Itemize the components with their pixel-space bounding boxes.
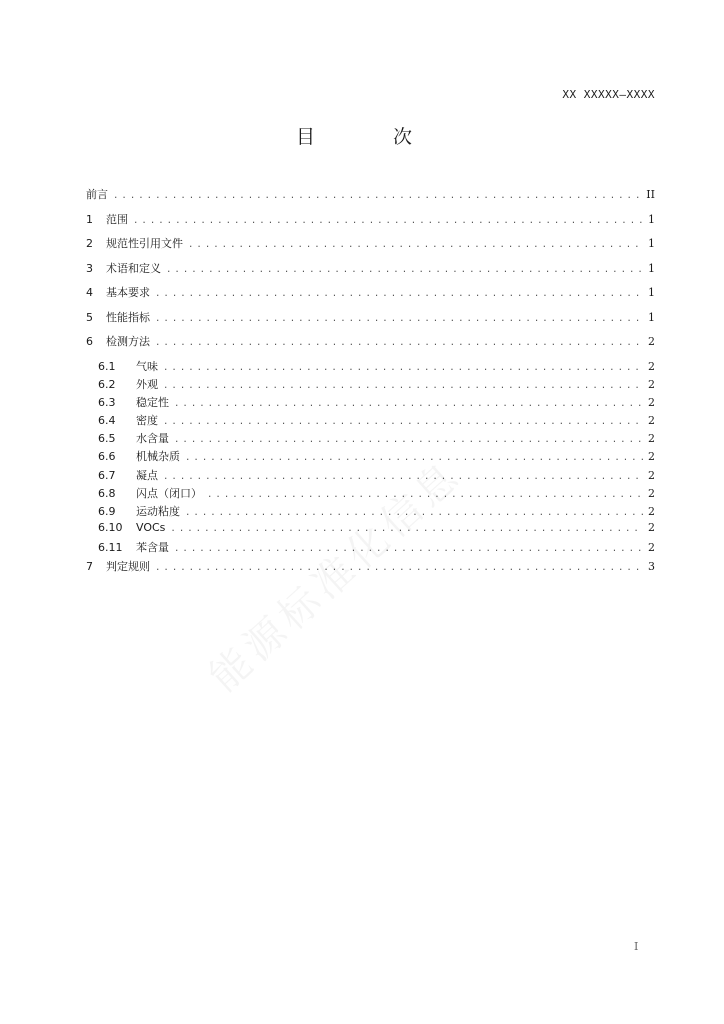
toc-leader-dots <box>174 544 644 554</box>
toc-entry[interactable] <box>86 284 655 309</box>
toc-entry-label: 性能指标 <box>106 310 150 324</box>
toc-leader-dots <box>163 381 644 391</box>
toc-entry[interactable] <box>86 333 655 358</box>
toc-leader-dots <box>113 191 643 201</box>
toc-entry-number: 6.10 <box>98 521 123 535</box>
toc-entry[interactable] <box>86 260 655 285</box>
toc-entry-label: 闪点（闭口） <box>136 486 202 500</box>
toc-leader-dots <box>155 314 644 324</box>
toc-entry-page: 2 <box>648 450 655 464</box>
toc-entry-number: 6.6 <box>98 450 116 464</box>
toc-entry-page: 1 <box>648 212 655 226</box>
toc-entry-page: 2 <box>648 468 655 482</box>
toc-entry-label: 水含量 <box>136 432 169 446</box>
toc-entry-page: 2 <box>648 377 655 391</box>
toc-leader-dots <box>155 338 644 348</box>
toc-entry-label: 检测方法 <box>106 335 150 348</box>
toc-entry-number: 6 <box>86 335 93 348</box>
toc-entry-page: 1 <box>648 310 655 324</box>
toc-entry-label: 苯含量 <box>136 541 169 555</box>
toc-entry-page: 1 <box>648 237 655 250</box>
toc-entry-label: 基本要求 <box>106 286 150 299</box>
toc-entry[interactable] <box>86 376 655 394</box>
toc-entry[interactable] <box>86 211 655 236</box>
toc-entry-label: 前言 <box>86 188 108 201</box>
document-code: XX XXXXX—XXXX <box>562 88 655 101</box>
toc-entry-number: 6.3 <box>98 395 116 409</box>
toc-entry-label: 稳定性 <box>136 395 169 409</box>
toc-entry-number: 7 <box>86 559 93 573</box>
toc-entry[interactable] <box>86 394 655 412</box>
toc-entry-label: 凝点 <box>136 468 158 482</box>
page-number: I <box>634 940 639 953</box>
toc-leader-dots <box>155 563 644 573</box>
toc-leader-dots <box>174 435 644 445</box>
toc-entry-label: 密度 <box>136 414 158 428</box>
toc-entry[interactable] <box>86 430 655 448</box>
toc-entry-label: 运动粘度 <box>136 505 180 518</box>
toc-entry[interactable] <box>86 448 655 466</box>
toc-entry-page: 1 <box>648 261 655 275</box>
toc-entry-page: 2 <box>648 414 655 428</box>
toc-entry-page: 1 <box>648 286 655 299</box>
toc-leader-dots <box>163 417 644 427</box>
toc-entry-label: 术语和定义 <box>106 261 161 275</box>
toc-entry-number: 4 <box>86 286 93 299</box>
toc-leader-dots <box>166 265 644 275</box>
toc-entry-page: 2 <box>648 432 655 446</box>
toc-entry-label: VOCs <box>136 521 166 535</box>
toc-entry-number: 1 <box>86 212 93 226</box>
toc-entry-label: 规范性引用文件 <box>106 237 183 250</box>
toc-entry[interactable] <box>86 358 655 376</box>
page-title: 目 次 <box>295 126 449 148</box>
toc-entry[interactable] <box>86 309 655 334</box>
toc-entry-page: 2 <box>648 395 655 409</box>
toc-entry-number: 6.11 <box>98 541 123 555</box>
toc-entry[interactable] <box>86 235 655 260</box>
toc-entry-page: 2 <box>648 359 655 373</box>
toc-entry-number: 6.4 <box>98 414 116 428</box>
toc-entry[interactable] <box>86 467 655 485</box>
toc-entry-number: 6.5 <box>98 432 116 446</box>
toc-entry-label: 范围 <box>106 212 128 226</box>
toc-entry-page: II <box>646 188 655 201</box>
toc-entry[interactable] <box>86 186 655 211</box>
toc-entry[interactable] <box>86 412 655 430</box>
toc-entry-number: 6.1 <box>98 359 116 373</box>
toc-entry-page: 2 <box>648 486 655 500</box>
toc-leader-dots <box>174 399 644 409</box>
toc-entry-number: 6.9 <box>98 505 116 518</box>
toc-entry-number: 6.8 <box>98 486 116 500</box>
toc-leader-dots <box>163 363 644 373</box>
toc-entry-page: 2 <box>648 541 655 555</box>
toc-leader-dots <box>188 240 644 250</box>
toc-entry-number: 6.2 <box>98 377 116 391</box>
toc-entry-page: 2 <box>648 335 655 348</box>
toc-leader-dots <box>155 289 644 299</box>
toc-entry-page: 3 <box>648 559 655 573</box>
toc-entry-label: 判定规则 <box>106 559 150 573</box>
toc-entry-label: 外观 <box>136 377 158 391</box>
toc-entry-number: 3 <box>86 261 93 275</box>
toc-entry-label: 气味 <box>136 359 158 373</box>
toc-entry-page: 2 <box>648 505 655 518</box>
toc-entry-number: 6.7 <box>98 468 116 482</box>
toc-entry-number: 5 <box>86 310 93 324</box>
toc-entry-number: 2 <box>86 237 93 250</box>
toc-entry-label: 机械杂质 <box>136 450 180 464</box>
toc-entry-page: 2 <box>648 521 655 535</box>
toc-leader-dots <box>133 216 644 226</box>
